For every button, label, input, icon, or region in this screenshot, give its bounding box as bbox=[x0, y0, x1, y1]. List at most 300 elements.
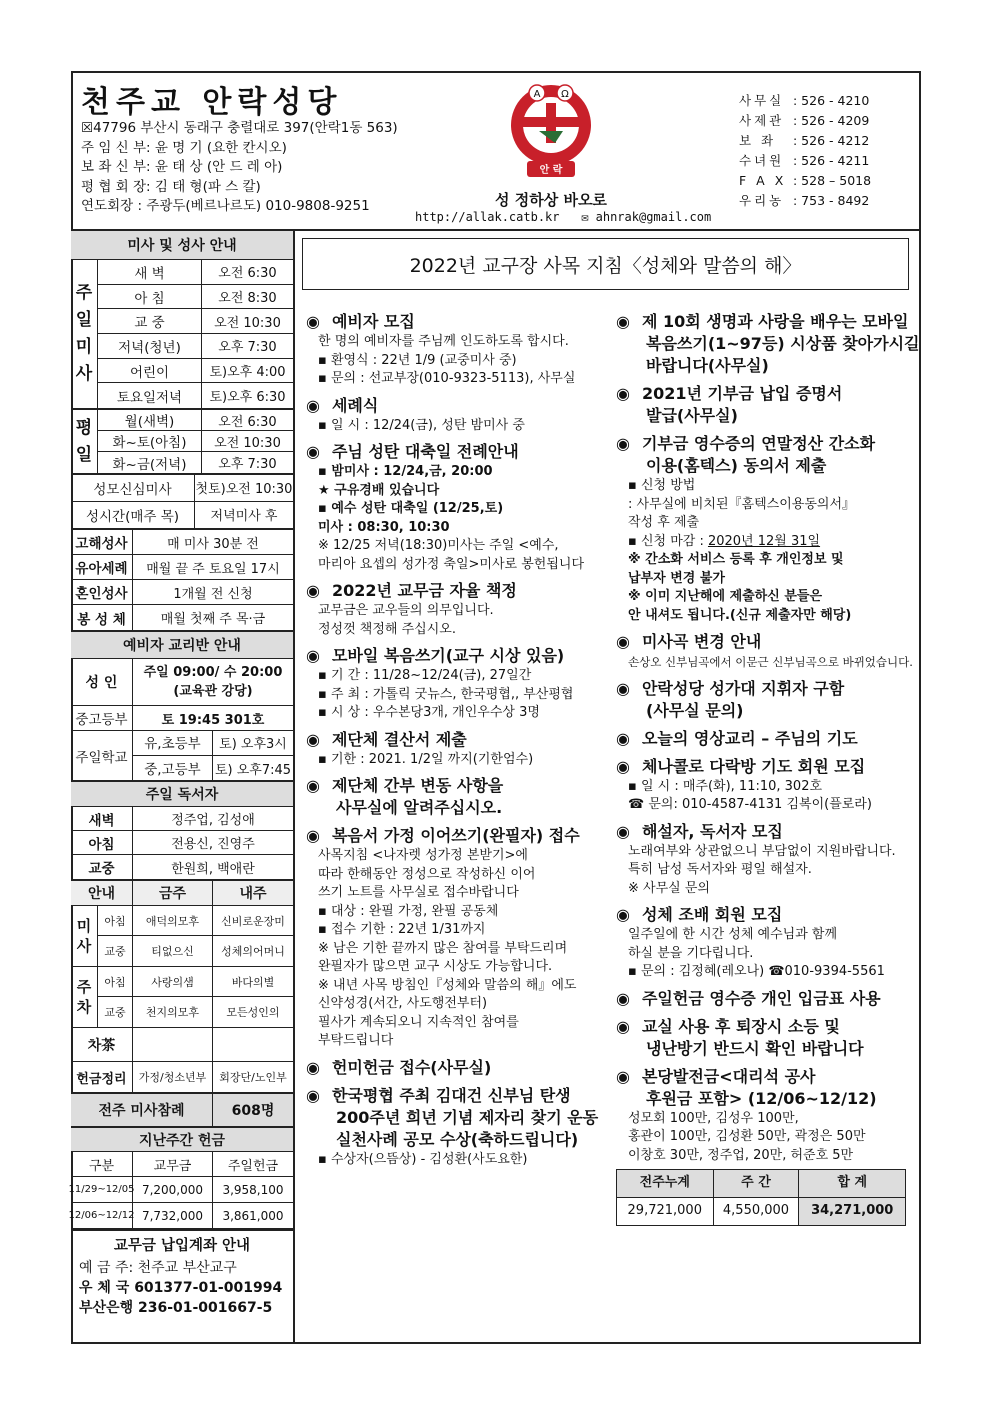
phone-number: : 526 - 4210 bbox=[793, 93, 870, 108]
weekday-mass-row-label: 화~금(저녁) bbox=[98, 452, 202, 473]
bullet-icon: ◉ bbox=[616, 821, 630, 841]
notice-title: 2021년 기부금 납입 증명서 bbox=[641, 384, 843, 403]
guide-header-cell: 내주 bbox=[239, 886, 267, 903]
notice-line: ※ 간소화 서비스 등록 후 개인정보 및 bbox=[628, 552, 844, 567]
svg-text:안 락: 안 락 bbox=[539, 165, 563, 176]
notice-line: ▪ 기한 : 2021. 1/2일 까지(기한엄수) bbox=[318, 751, 534, 767]
devotion-row-label: 성모신심미사 bbox=[71, 475, 195, 501]
sunday-mass-row bbox=[98, 383, 293, 408]
notice-r2 bbox=[616, 383, 916, 427]
tea-label: 차茶 bbox=[71, 1028, 133, 1061]
notice-title-cont: 사무실에 알려주십시오. bbox=[336, 798, 503, 817]
contact-web bbox=[415, 210, 711, 224]
sacrament-row-label: 유아세례 bbox=[71, 555, 133, 579]
bullet-icon: ◉ bbox=[616, 434, 630, 453]
notice-heading bbox=[616, 678, 916, 700]
svg-text:A: A bbox=[533, 89, 541, 100]
reader-row bbox=[71, 831, 293, 855]
offering-cell: 7,732,000 bbox=[133, 1203, 213, 1228]
phone-row bbox=[739, 91, 871, 111]
notice-line: ▪ 주 최 : 가톨릭 굿뉴스, 한국평협,, 부산평협 bbox=[318, 686, 574, 702]
notice-r9 bbox=[616, 904, 916, 982]
notice-s10 bbox=[306, 1085, 611, 1170]
notice-r6 bbox=[616, 728, 916, 750]
reader-row bbox=[71, 855, 293, 879]
notice-heading bbox=[306, 1057, 611, 1079]
notice-heading bbox=[306, 825, 611, 847]
notice-s6 bbox=[306, 729, 611, 770]
guide-header-cell: 안내 bbox=[71, 881, 133, 905]
notice-r4 bbox=[616, 631, 916, 672]
bullet-icon: ◉ bbox=[616, 312, 630, 331]
attendance-row bbox=[71, 1094, 293, 1128]
notice-line: 하실 분을 기다립니다. bbox=[628, 945, 754, 961]
fund-value-cell: 4,550,000 bbox=[713, 1198, 799, 1226]
fund-value-row bbox=[617, 1198, 906, 1226]
guide-header bbox=[71, 881, 293, 906]
notice-line: 한 명의 예비자를 주님께 인도하도록 합시다. bbox=[318, 334, 569, 349]
phone-row bbox=[739, 191, 871, 211]
notice-heading bbox=[306, 395, 611, 417]
notice-line: 마리아 요셉의 성가정 축일>미사로 봉헌됩니다 bbox=[318, 556, 585, 572]
notice-line: 교무금은 교우들의 의무입니다. bbox=[318, 603, 494, 618]
bullet-icon: ◉ bbox=[306, 581, 320, 600]
guide-cell: 교중 bbox=[98, 997, 133, 1027]
guide-cell: 아침 bbox=[98, 906, 133, 935]
sunday-mass-row-label: 토요일저녁 bbox=[98, 383, 202, 408]
notice-line: 작성 후 제출 bbox=[628, 515, 700, 530]
sacrament-row-label: 혼인성사 bbox=[71, 580, 133, 604]
notice-title: 제단체 결산서 제출 bbox=[331, 729, 467, 749]
offering-header-row bbox=[71, 1152, 293, 1177]
notice-line: ※ 내년 사목 방침인『성체와 말씀의 해』에도 bbox=[318, 977, 577, 993]
sacrament-row-value: 매 미사 30분 전 bbox=[167, 536, 259, 552]
bullet-icon: ◉ bbox=[616, 756, 630, 776]
vertical-char: 차 bbox=[76, 998, 92, 1017]
vertical-char: 사 bbox=[76, 937, 92, 956]
notice-line: ▪ 접수 기한 : 22년 1/31까지 bbox=[318, 922, 486, 937]
guide-cell: 티없으신 bbox=[133, 936, 213, 966]
phone-label: 사제관 bbox=[739, 113, 785, 128]
notice-r3 bbox=[616, 433, 916, 625]
weekday-mass-block bbox=[71, 410, 293, 475]
notice-s7 bbox=[306, 775, 611, 819]
sunday-school-label: 주일학교 bbox=[71, 731, 133, 780]
notice-line: ※ 남은 기한 끝까지 많은 참여를 부탁드리며 bbox=[318, 940, 568, 956]
reader-row-value: 정주업, 김성애 bbox=[171, 813, 255, 829]
notice-title-cont: 실천사례 공모 수상(축하드립니다) bbox=[336, 1129, 579, 1149]
notice-title: 성체 조배 회원 모집 bbox=[641, 905, 783, 924]
notice-r12 bbox=[616, 1066, 916, 1166]
readers-heading: 주일 독서자 bbox=[71, 782, 293, 807]
sunday-school bbox=[71, 731, 293, 782]
notice-title: 모바일 복음쓰기(교구 시상 있음) bbox=[331, 646, 565, 665]
notice-title: 한국평협 주최 김대건 신부님 탄생 bbox=[331, 1085, 571, 1105]
sacrament-row-value: 1개월 전 신청 bbox=[173, 586, 253, 602]
notice-title: 주일헌금 영수증 개인 입금표 사용 bbox=[641, 988, 881, 1008]
guide-header-cell: 금주 bbox=[133, 881, 213, 905]
sunday-mass-block bbox=[71, 260, 293, 410]
guide-cell: 교중 bbox=[98, 936, 133, 966]
sunday-mass-row-value: 토)오후 6:30 bbox=[209, 390, 286, 406]
devotion-row bbox=[71, 502, 293, 529]
phone-label: 사무실 bbox=[739, 93, 785, 108]
reader-row bbox=[71, 807, 293, 831]
fund-header-cell: 합 계 bbox=[799, 1170, 906, 1198]
fund-header-row bbox=[617, 1170, 906, 1198]
assistant-line: 보 좌 신 부: 윤 태 상 (안 드 레 아) bbox=[81, 159, 283, 175]
middle-time: 토 19:45 301호 bbox=[161, 712, 265, 728]
pastoral-theme-title: 2022년 교구장 사목 지침〈성체와 말씀의 해〉 bbox=[302, 238, 909, 290]
notice-heading bbox=[306, 645, 611, 667]
pastor-line: 주 임 신 부: 윤 명 기 (요한 칸시오) bbox=[81, 139, 287, 156]
notice-title-cont: 발급(사무실) bbox=[646, 406, 738, 425]
notice-title-cont: 이용(홈텍스) 동의서 제출 bbox=[646, 456, 827, 475]
devotion-row-label: 성시간(매주 목) bbox=[71, 502, 195, 529]
notice-heading bbox=[306, 311, 611, 333]
notice-title: 오늘의 영상교리 – 주님의 기도 bbox=[641, 728, 858, 748]
adult-place-text: (교육관 강당) bbox=[173, 684, 253, 700]
notice-heading bbox=[616, 383, 916, 405]
bullet-icon: ◉ bbox=[306, 776, 320, 795]
notice-line: ▪ 예수 성탄 대축일 (12/25,토) bbox=[318, 501, 504, 516]
sacrament-row bbox=[71, 555, 293, 580]
sunday-mass-label bbox=[71, 260, 98, 408]
notice-line: ▪ 대상 : 완필 가정, 완필 공동체 bbox=[318, 903, 499, 919]
offering-this: 가정/청소년부 bbox=[133, 1062, 213, 1092]
sacrament-row-label: 봉 성 체 bbox=[71, 605, 133, 630]
notice-title-cont: 후원금 포함> (12/06~12/12) bbox=[646, 1088, 877, 1108]
notice-line: 성모회 100만, 김성우 100만, bbox=[628, 1110, 799, 1126]
offering-header-cell: 교무금 bbox=[133, 1152, 213, 1176]
catechism-adult bbox=[71, 659, 293, 706]
weekday-mass-row bbox=[98, 431, 293, 452]
phone-number: : 526 - 4209 bbox=[793, 113, 870, 128]
guide-tea bbox=[71, 1028, 293, 1062]
notice-line: ▪ 문의 : 김정혜(레오나) ☎010-9394-5561 bbox=[628, 964, 885, 979]
sunday-school-row-label: 유,초등부 bbox=[133, 730, 213, 755]
right-column bbox=[616, 305, 920, 1226]
notice-heading bbox=[616, 433, 916, 455]
guide-row bbox=[98, 967, 293, 997]
weekday-mass-row-value: 오전 10:30 bbox=[214, 435, 281, 451]
sunday-mass-row-label: 교 중 bbox=[98, 309, 202, 333]
guide-row bbox=[98, 906, 293, 936]
notice-r1 bbox=[616, 311, 920, 377]
center-column bbox=[306, 305, 611, 1169]
bullet-icon: ◉ bbox=[306, 729, 320, 749]
weekday-mass-row-value: 오전 6:30 bbox=[218, 414, 277, 430]
offering-next: 회장단/노인부 bbox=[219, 1071, 287, 1085]
notice-line: ※ 사무실 문의 bbox=[628, 880, 710, 896]
guide-cell: 신비로운장미 bbox=[221, 914, 285, 928]
weekday-mass-label bbox=[71, 410, 98, 473]
notice-s4 bbox=[306, 580, 611, 639]
guide-mass-label bbox=[71, 906, 98, 966]
bullet-icon: ◉ bbox=[616, 988, 630, 1008]
sunday-mass-row-value: 토)오후 4:00 bbox=[209, 365, 286, 381]
adult-time bbox=[133, 659, 293, 705]
weekday-mass-row-label: 월(새벽) bbox=[98, 410, 202, 430]
phone-label: 우리농 bbox=[739, 193, 785, 208]
bullet-icon: ◉ bbox=[306, 1057, 320, 1077]
sunday-mass-row-value: 오전 8:30 bbox=[218, 291, 277, 307]
account-holder: 예 금 주: 천주교 부산교구 bbox=[79, 1260, 237, 1277]
parish-title: 천주교 안락성당 bbox=[81, 85, 343, 120]
bullet-icon: ◉ bbox=[616, 632, 630, 651]
sunday-school-row-value: 토) 오후7:45 bbox=[214, 762, 292, 778]
notice-s8 bbox=[306, 825, 611, 1051]
offering-header-cell: 주일헌금 bbox=[227, 1158, 279, 1174]
phone-row bbox=[739, 151, 871, 171]
notice-heading bbox=[616, 1066, 916, 1088]
fund-value-cell: 34,271,000 bbox=[799, 1198, 906, 1226]
notice-line: 특히 남성 독서자와 평일 해설자. bbox=[628, 862, 812, 877]
vertical-char: 일 bbox=[75, 310, 93, 331]
notice-title: 해설자, 독서자 모집 bbox=[641, 821, 783, 841]
notice-line: 일주일에 한 시간 성체 예수님과 함께 bbox=[628, 927, 838, 942]
notice-s2 bbox=[306, 395, 611, 436]
notice-title: 제 10회 생명과 사랑을 배우는 모바일 bbox=[641, 312, 909, 331]
phone-list bbox=[739, 91, 871, 211]
notice-line: ▪ 일 시 : 매주(화), 11:10, 302호 bbox=[628, 778, 823, 794]
phone-number: : 526 - 4211 bbox=[793, 153, 870, 168]
attendance-value: 608명 bbox=[231, 1103, 275, 1120]
fund-header-cell: 주 간 bbox=[713, 1170, 799, 1198]
sunday-school-row-label: 중,고등부 bbox=[133, 756, 213, 782]
sacrament-row-label: 고해성사 bbox=[71, 530, 133, 554]
phone-row bbox=[739, 131, 871, 151]
notice-line: 따라 한해동안 정성으로 작성하신 이어 bbox=[318, 866, 536, 882]
notice-r8 bbox=[616, 821, 916, 899]
bullet-icon: ◉ bbox=[306, 646, 320, 665]
notice-title: 예비자 모집 bbox=[331, 312, 415, 331]
account-block bbox=[71, 1229, 293, 1318]
phone-row bbox=[739, 111, 871, 131]
sunday-mass-row-value: 오전 6:30 bbox=[218, 266, 277, 282]
fund-header-cell: 전주누계 bbox=[617, 1170, 714, 1198]
notice-title-cont: 바랍니다(사무실) bbox=[646, 356, 769, 375]
sacrament-row-value: 매월 첫째 주 목·금 bbox=[160, 612, 266, 628]
notice-title: 본당발전금<대리석 공사 bbox=[641, 1066, 816, 1086]
sunday-mass-row-label: 저녁(청년) bbox=[98, 334, 202, 358]
notice-line: 완필자가 많으면 교구 시상도 가능합니다. bbox=[318, 959, 553, 974]
guide-cell: 바다의별 bbox=[231, 975, 275, 989]
attendance-label: 전주 미사참례 bbox=[71, 1094, 213, 1126]
notice-line: 손상오 신부님곡에서 이문근 신부님곡으로 바뀌었습니다. bbox=[628, 655, 913, 669]
notice-line: ▪ 시 상 : 우수본당3개, 개인우수상 3명 bbox=[318, 705, 540, 720]
weekday-mass-row bbox=[98, 410, 293, 431]
catechism-heading: 예비자 교리반 안내 bbox=[71, 630, 293, 659]
devotion-row bbox=[71, 475, 293, 502]
notice-heading bbox=[616, 904, 916, 926]
devotion-row-value: 첫토)오전 10:30 bbox=[195, 482, 293, 498]
bullet-icon: ◉ bbox=[306, 442, 320, 461]
notice-title-cont: 냉난방기 반드시 확인 바랍니다 bbox=[646, 1038, 864, 1058]
reader-row-value: 전용신, 진영주 bbox=[171, 837, 255, 853]
reader-row-label: 새벽 bbox=[71, 807, 133, 830]
notice-line: ▪ 일 시 : 12/24(금), 성탄 밤미사 중 bbox=[318, 417, 525, 433]
notice-line: 노래여부와 상관없으니 부담없이 지원바랍니다. bbox=[628, 843, 896, 859]
account-heading: 교무금 납입계좌 안내 bbox=[113, 1238, 251, 1255]
parish-logo bbox=[503, 79, 599, 183]
notice-line: ▪ 밤미사 : 12/24,금, 20:00 bbox=[318, 464, 493, 479]
offering-cell: 11/29~12/05 bbox=[71, 1177, 133, 1202]
notice-heading bbox=[306, 441, 611, 463]
offering-cell: 3,861,000 bbox=[222, 1208, 284, 1223]
vertical-char: 주 bbox=[75, 283, 93, 304]
council-line: 평 협 회 장: 김 태 형(파 스 칼) bbox=[81, 178, 261, 195]
sunday-school-row bbox=[133, 756, 293, 782]
weekday-mass-row-value: 오후 7:30 bbox=[218, 457, 277, 473]
notice-line: ▪ 기 간 : 11/28~12/24(금), 27일간 bbox=[318, 668, 532, 683]
notice-heading bbox=[616, 821, 916, 843]
sacrament-row bbox=[71, 580, 293, 605]
guide-row bbox=[98, 936, 293, 966]
bullet-icon: ◉ bbox=[616, 1016, 630, 1036]
deadline-label: ▪ 신청 마감 : bbox=[628, 533, 708, 549]
notice-line: 신약성경(서간, 사도행전부터) bbox=[318, 996, 488, 1011]
notice-title: 교실 사용 후 퇴장시 소등 및 bbox=[641, 1016, 840, 1036]
devotion-row-value: 저녁미사 후 bbox=[210, 509, 278, 525]
notice-line: ※ 이미 지난해에 제출하신 분들은 bbox=[628, 589, 822, 604]
sunday-mass-row-label: 아 침 bbox=[98, 285, 202, 309]
vertical-char: 미 bbox=[75, 337, 93, 358]
bullet-icon: ◉ bbox=[306, 312, 320, 331]
adult-time-text: 주일 09:00/ 수 20:00 bbox=[143, 665, 283, 681]
notice-line: ▪ 신청 방법 bbox=[628, 478, 696, 493]
notice-r11 bbox=[616, 1016, 916, 1060]
notice-line: : 사무실에 비치된『홈텍스이용동의서』 bbox=[628, 496, 856, 512]
account-bank: 부산은행 236-01-001667-5 bbox=[79, 1300, 273, 1317]
notice-heading bbox=[306, 1085, 611, 1107]
sunday-mass-row bbox=[98, 285, 293, 310]
bullet-icon: ◉ bbox=[306, 1085, 320, 1105]
phone-number: : 753 - 8492 bbox=[793, 193, 870, 208]
notice-s3 bbox=[306, 441, 611, 574]
vertical-char: 미 bbox=[76, 917, 92, 936]
notice-line: 납부자 변경 불가 bbox=[628, 570, 725, 586]
guide-park-label bbox=[71, 967, 98, 1027]
notice-line: 쓰기 노트를 사무실로 접수바랍니다 bbox=[318, 885, 519, 900]
email-link[interactable]: ✉ ahnrak@gmail.com bbox=[581, 210, 712, 224]
website-link[interactable]: http://allak.catb.kr bbox=[415, 210, 560, 224]
account-post: 우 체 국 601377-01-001994 bbox=[79, 1280, 283, 1297]
bullet-icon: ◉ bbox=[616, 728, 630, 748]
sacrament-row bbox=[71, 530, 293, 555]
vertical-char: 사 bbox=[75, 364, 93, 385]
notice-title-cont: (사무실 문의) bbox=[646, 700, 744, 720]
offering-cell: 3,958,100 bbox=[222, 1182, 284, 1197]
phone-number: : 526 - 4212 bbox=[793, 133, 870, 148]
reader-row-value: 한원희, 백애란 bbox=[171, 861, 255, 877]
middle-label: 중고등부 bbox=[71, 706, 133, 730]
sacrament-row-value: 매월 끝 주 토요일 17시 bbox=[146, 561, 280, 577]
notice-line: 부탁드립니다 bbox=[318, 1033, 394, 1048]
patron-saint: 성 정하상 바오로 bbox=[495, 191, 607, 209]
notice-r5 bbox=[616, 678, 916, 722]
notice-heading bbox=[616, 756, 916, 778]
notice-line: 정성껏 책정해 주십시오. bbox=[318, 621, 456, 637]
notice-heading bbox=[616, 631, 916, 653]
notice-line: 안 내셔도 됩니다.(신규 제출자만 해당) bbox=[628, 607, 852, 623]
svg-text:Ω: Ω bbox=[561, 89, 569, 100]
sunday-mass-row-value: 오전 10:30 bbox=[214, 315, 281, 331]
notice-title: 제단체 간부 변동 사항을 bbox=[331, 776, 504, 795]
sunday-mass-row bbox=[98, 334, 293, 359]
bullet-icon: ◉ bbox=[616, 1066, 630, 1086]
guide-cell: 성체의어머니 bbox=[221, 945, 285, 959]
offering-header-cell: 구분 bbox=[71, 1152, 133, 1176]
notice-title-cont: 200주년 희년 기념 제자리 찾기 운동 bbox=[336, 1107, 599, 1127]
left-sidebar bbox=[68, 231, 295, 1342]
notice-heading bbox=[616, 311, 916, 333]
notice-r7 bbox=[616, 756, 916, 815]
sacrament-row bbox=[71, 605, 293, 630]
phone-number: : 528 – 5018 bbox=[793, 173, 872, 188]
notice-line: 미사 : 08:30, 10:30 bbox=[318, 519, 450, 535]
notice-line bbox=[616, 533, 916, 552]
mass-heading: 미사 및 성사 안내 bbox=[71, 231, 293, 260]
phone-label: F A X bbox=[739, 173, 787, 188]
phone-label: 보 좌 bbox=[739, 133, 777, 148]
notice-heading bbox=[306, 729, 611, 751]
notice-heading bbox=[616, 988, 916, 1010]
offering-cell: 12/06~12/12 bbox=[71, 1203, 133, 1228]
notice-heading bbox=[306, 580, 611, 602]
notice-s1 bbox=[306, 311, 611, 389]
notice-title: 2022년 교무금 자율 책정 bbox=[331, 581, 517, 600]
notice-s5 bbox=[306, 645, 611, 723]
bullet-icon: ◉ bbox=[616, 905, 630, 924]
sunday-mass-row-label: 어린이 bbox=[98, 359, 202, 383]
guide-row bbox=[98, 997, 293, 1027]
deadline-date: 2020년 12월 31일 bbox=[707, 533, 821, 549]
sunday-mass-row-value: 오후 7:30 bbox=[218, 340, 277, 356]
vertical-char: 평 bbox=[75, 417, 93, 438]
notice-line: ☎ 문의: 010-4587-4131 김복이(플로라) bbox=[628, 797, 872, 812]
offering-row bbox=[68, 1203, 293, 1229]
parish-info bbox=[81, 119, 398, 217]
notice-r10 bbox=[616, 988, 916, 1010]
phone-label: 수녀원 bbox=[739, 153, 785, 168]
sunday-school-row bbox=[133, 730, 293, 756]
notice-heading bbox=[616, 728, 916, 750]
guide-cell: 모든성인의 bbox=[226, 1006, 280, 1020]
guide-parking bbox=[71, 967, 293, 1028]
guide-cell: 애덕의모후 bbox=[133, 906, 213, 935]
bullet-icon: ◉ bbox=[616, 384, 630, 403]
notice-line: ▪ 문의 : 선교부장(010-9323-5113), 사무실 bbox=[318, 371, 576, 386]
sunday-school-row-value: 토) 오후3시 bbox=[219, 736, 287, 752]
bullet-icon: ◉ bbox=[616, 678, 630, 698]
notice-title: 주님 성탄 대축일 전례안내 bbox=[331, 442, 519, 461]
vertical-char: 주 bbox=[76, 978, 92, 997]
notice-line: 홍관이 100만, 김성환 50만, 곽정은 50만 bbox=[628, 1129, 866, 1144]
guide-offering bbox=[71, 1062, 293, 1094]
notice-line: 사목지침 <나자렛 성가정 본받기>에 bbox=[318, 848, 528, 863]
catechism-middle bbox=[71, 706, 293, 731]
weekly-offering-heading: 지난주간 헌금 bbox=[71, 1128, 293, 1152]
phone-row bbox=[739, 171, 871, 191]
reader-row-label: 교중 bbox=[71, 855, 133, 879]
notice-s9 bbox=[306, 1057, 611, 1079]
notice-title: 헌미헌금 접수(사무실) bbox=[331, 1057, 492, 1077]
notice-line: ※ 12/25 저녁(18:30)미사는 주일 <예수, bbox=[318, 538, 559, 553]
notice-heading bbox=[306, 775, 611, 797]
sunday-mass-row bbox=[98, 309, 293, 334]
guide-cell: 사랑의샘 bbox=[133, 967, 213, 996]
